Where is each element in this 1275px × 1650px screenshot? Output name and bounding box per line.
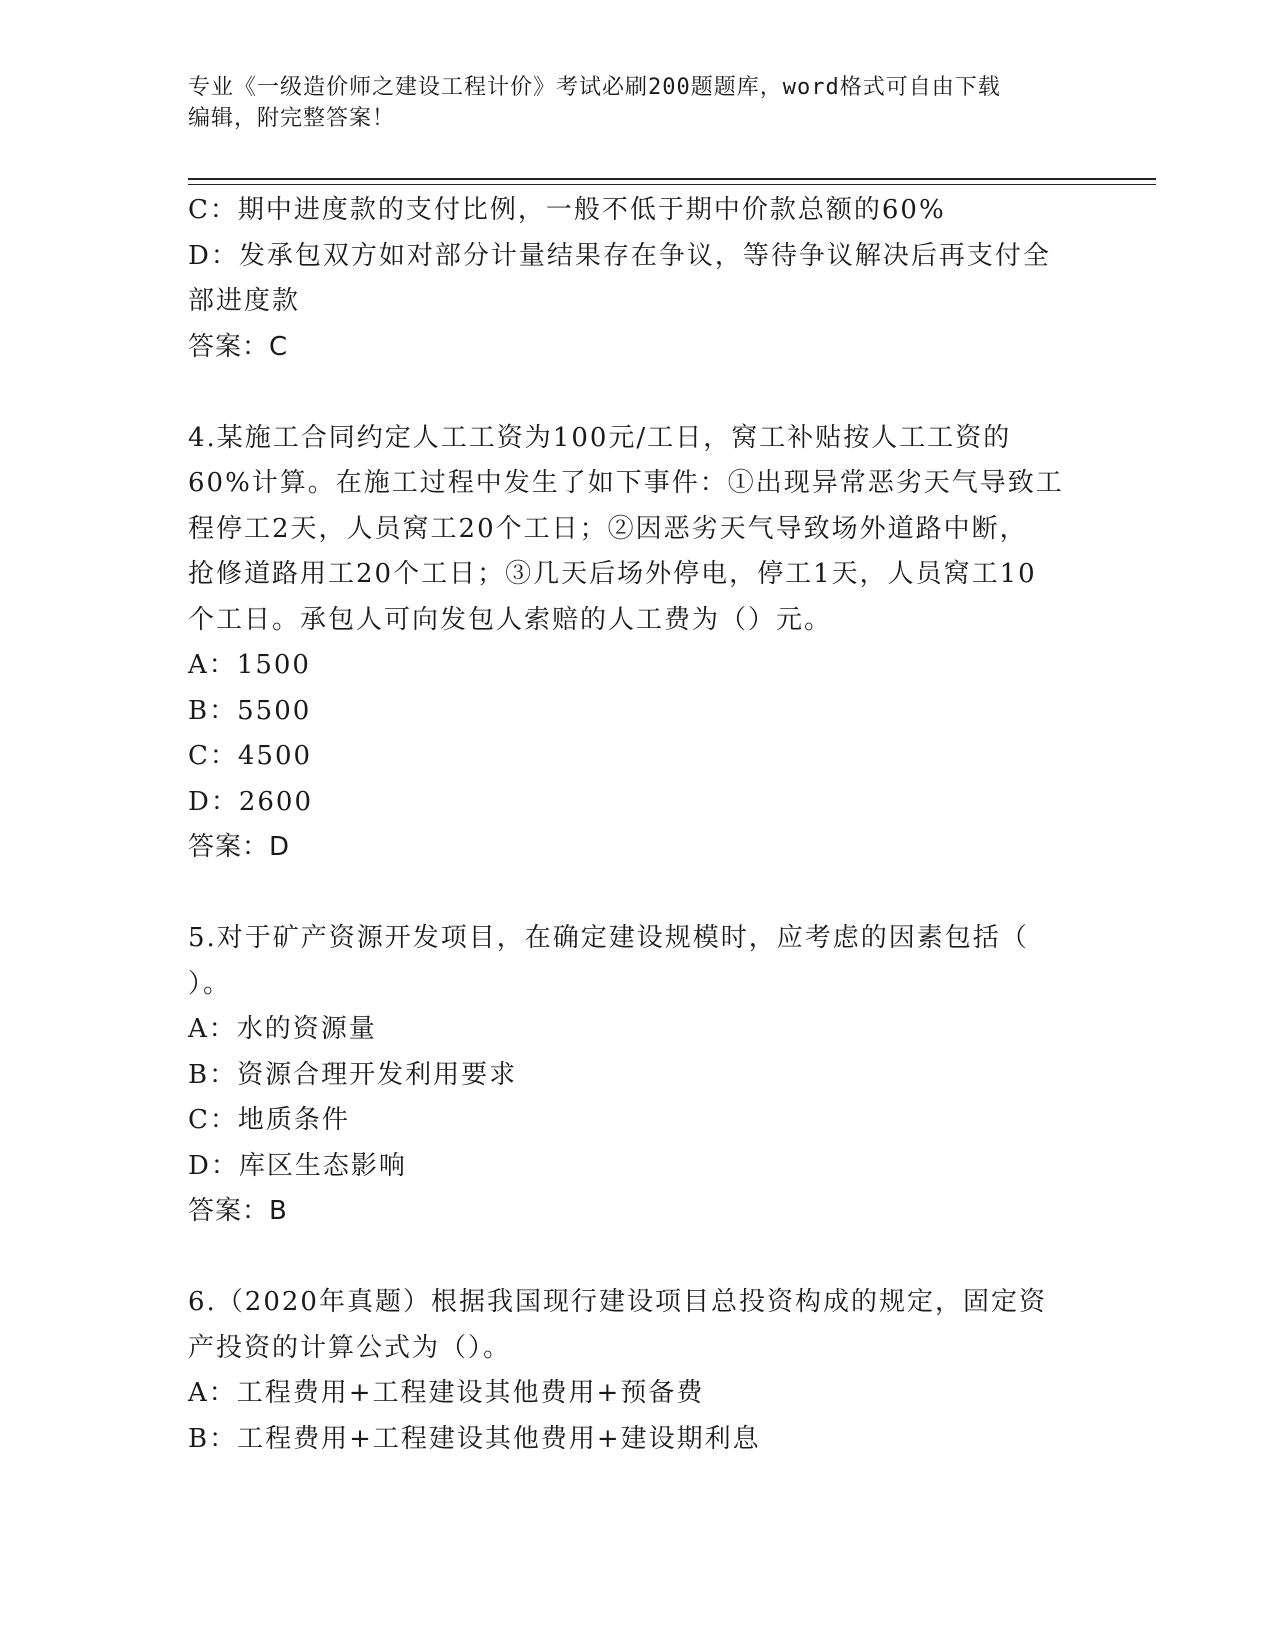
q3-answer: 答案：C bbox=[188, 331, 289, 362]
spacer bbox=[188, 370, 1088, 416]
header-title-line-1: 专业《一级造价师之建设工程计价》考试必刷200题题库，word格式可自由下载 bbox=[188, 75, 1001, 100]
q3-option-c: C：期中进度款的支付比例，一般不低于期中价款总额的60% bbox=[188, 195, 946, 225]
q4-stem-line-2: 60%计算。在施工过程中发生了如下事件：①出现异常恶劣天气导致工 bbox=[188, 468, 1064, 498]
spacer bbox=[188, 871, 1088, 917]
q4-answer: 答案：D bbox=[188, 832, 291, 862]
header-divider-thick bbox=[188, 178, 1156, 180]
document-header bbox=[188, 72, 1088, 134]
q4-option-a: A：1500 bbox=[188, 650, 311, 680]
q5-stem-line-1: 5.对于矿产资源开发项目，在确定建设规模时，应考虑的因素包括（ bbox=[188, 923, 1029, 953]
question-3-tail bbox=[188, 188, 1088, 370]
q4-stem-line-3: 程停工2天，人员窝工20个工日；②因恶劣天气导致场外道路中断， bbox=[188, 513, 1028, 544]
q6-option-a: A：工程费用+工程建设其他费用+预备费 bbox=[188, 1378, 705, 1408]
q5-answer: 答案：B bbox=[188, 1196, 288, 1226]
q4-stem-line-5: 个工日。承包人可向发包人索赔的人工费为（）元。 bbox=[188, 604, 833, 635]
question-6 bbox=[188, 1280, 1088, 1462]
q5-stem-line-2: ）。 bbox=[188, 968, 232, 999]
q6-stem-line-1: 6.（2020年真题）根据我国现行建设项目总投资构成的规定，固定资 bbox=[188, 1287, 1047, 1317]
q4-option-b: B：5500 bbox=[188, 695, 312, 726]
question-4 bbox=[188, 416, 1088, 871]
q5-option-b: B：资源合理开发利用要求 bbox=[188, 1059, 518, 1090]
q3-option-d-line-2: 部进度款 bbox=[188, 286, 301, 316]
q5-option-d: D：库区生态影响 bbox=[188, 1150, 407, 1181]
q4-option-c: C：4500 bbox=[188, 741, 313, 771]
q6-option-b: B：工程费用+工程建设其他费用+建设期利息 bbox=[188, 1423, 761, 1454]
spacer bbox=[188, 1235, 1088, 1281]
q4-stem-line-4: 抢修道路用工20个工日；③几天后场外停电，停工1天，人员窝工10 bbox=[188, 559, 1037, 589]
document-body bbox=[188, 188, 1088, 1462]
q5-option-a: A：水的资源量 bbox=[188, 1014, 377, 1044]
q3-option-d-line-1: D：发承包双方如对部分计量结果存在争议，等待争议解决后再支付全 bbox=[188, 240, 1051, 271]
question-5 bbox=[188, 916, 1088, 1235]
q4-option-d: D：2600 bbox=[188, 786, 314, 817]
q5-option-c: C：地质条件 bbox=[188, 1105, 350, 1135]
q4-stem-line-1: 4.某施工合同约定人工工资为100元/工日，窝工补贴按人工工资的 bbox=[188, 422, 1012, 453]
q6-stem-line-2: 产投资的计算公式为（）。 bbox=[188, 1332, 512, 1363]
header-divider-thin bbox=[188, 184, 1156, 185]
header-title-line-2: 编辑，附完整答案！ bbox=[188, 106, 396, 131]
